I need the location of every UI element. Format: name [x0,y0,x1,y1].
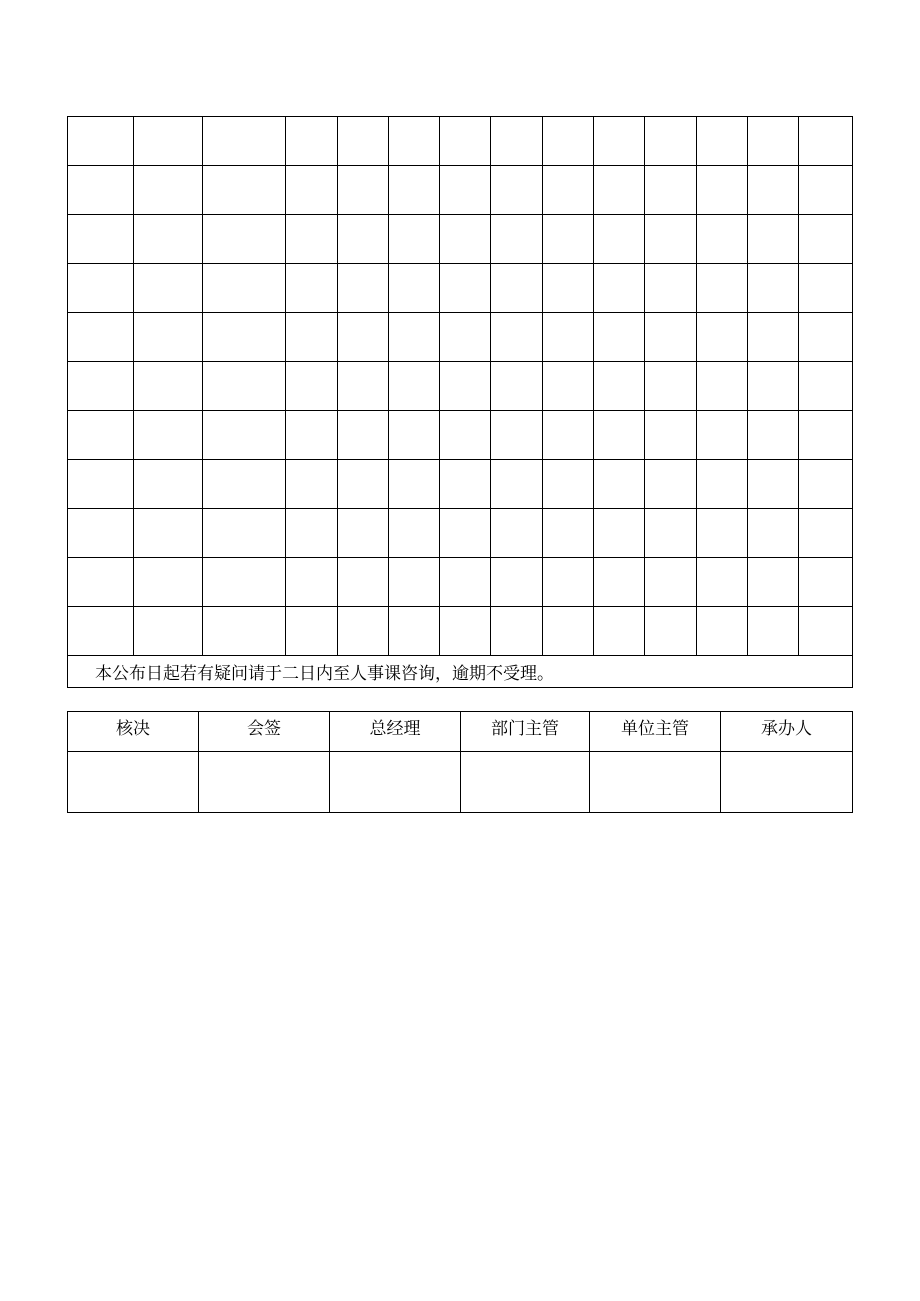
table-cell[interactable] [203,460,286,509]
table-row [68,509,853,558]
signature-cell-handler[interactable] [721,752,853,813]
record-grid-table [67,116,853,688]
table-cell[interactable] [389,166,440,215]
table-cell[interactable] [440,166,491,215]
table-cell[interactable] [491,313,543,362]
table-cell[interactable] [491,264,543,313]
table-cell[interactable] [543,607,594,656]
table-cell[interactable] [134,166,203,215]
table-cell[interactable] [134,460,203,509]
table-cell[interactable] [491,166,543,215]
table-cell[interactable] [389,264,440,313]
table-cell[interactable] [68,313,134,362]
table-cell[interactable] [286,460,338,509]
table-cell[interactable] [594,264,645,313]
table-cell[interactable] [134,313,203,362]
table-row [68,166,853,215]
table-cell[interactable] [338,558,389,607]
table-cell[interactable] [748,166,799,215]
table-cell[interactable] [697,362,748,411]
table-cell[interactable] [543,460,594,509]
table-cell[interactable] [203,411,286,460]
table-cell[interactable] [645,117,697,166]
table-cell[interactable] [338,607,389,656]
signature-cell-countersign[interactable] [199,752,330,813]
table-cell[interactable] [203,362,286,411]
table-cell[interactable] [68,264,134,313]
table-cell[interactable] [389,558,440,607]
table-cell[interactable] [491,215,543,264]
table-cell[interactable] [286,264,338,313]
table-cell[interactable] [389,607,440,656]
table-cell[interactable] [645,558,697,607]
signoff-header-countersign: 会签 [199,712,330,752]
signoff-table [67,711,853,813]
table-cell[interactable] [338,166,389,215]
table-cell[interactable] [68,607,134,656]
table-cell[interactable] [338,117,389,166]
notice-text: 本公布日起若有疑问请于二日内至人事课咨询，逾期不受理。 [68,656,853,688]
table-cell[interactable] [286,411,338,460]
table-row [68,362,853,411]
table-cell[interactable] [286,313,338,362]
table-cell[interactable] [389,362,440,411]
table-cell[interactable] [203,166,286,215]
table-cell[interactable] [389,117,440,166]
table-cell[interactable] [543,264,594,313]
note-row [68,656,853,688]
table-row [68,558,853,607]
table-cell[interactable] [203,509,286,558]
table-cell[interactable] [203,215,286,264]
table-cell[interactable] [203,264,286,313]
table-cell[interactable] [645,264,697,313]
table-cell[interactable] [748,362,799,411]
table-cell[interactable] [594,411,645,460]
table-cell[interactable] [491,509,543,558]
table-cell[interactable] [68,166,134,215]
table-cell[interactable] [440,362,491,411]
table-cell[interactable] [645,509,697,558]
table-cell[interactable] [134,362,203,411]
table-cell[interactable] [543,509,594,558]
table-cell[interactable] [799,166,853,215]
table-cell[interactable] [543,117,594,166]
table-row [68,607,853,656]
table-cell[interactable] [697,558,748,607]
table-cell[interactable] [748,558,799,607]
table-cell[interactable] [286,215,338,264]
table-cell[interactable] [645,215,697,264]
table-cell[interactable] [799,411,853,460]
table-cell[interactable] [594,313,645,362]
table-cell[interactable] [134,215,203,264]
table-cell[interactable] [134,607,203,656]
table-cell[interactable] [799,117,853,166]
table-cell[interactable] [440,607,491,656]
table-cell[interactable] [594,362,645,411]
table-cell[interactable] [799,362,853,411]
table-cell[interactable] [748,607,799,656]
table-cell[interactable] [594,460,645,509]
table-cell[interactable] [799,509,853,558]
signoff-signature-row [68,752,853,813]
table-cell[interactable] [286,166,338,215]
table-cell[interactable] [389,460,440,509]
table-cell[interactable] [286,117,338,166]
table-row [68,460,853,509]
table-cell[interactable] [203,313,286,362]
table-cell[interactable] [594,558,645,607]
table-cell[interactable] [134,509,203,558]
table-cell[interactable] [697,313,748,362]
table-cell[interactable] [799,558,853,607]
table-cell[interactable] [68,411,134,460]
table-cell[interactable] [203,117,286,166]
table-row [68,411,853,460]
table-cell[interactable] [440,215,491,264]
table-cell[interactable] [543,215,594,264]
table-cell[interactable] [440,558,491,607]
table-cell[interactable] [799,215,853,264]
table-cell[interactable] [697,264,748,313]
table-cell[interactable] [697,117,748,166]
table-cell[interactable] [645,607,697,656]
table-cell[interactable] [338,215,389,264]
table-cell[interactable] [389,313,440,362]
signature-cell-approval[interactable] [68,752,199,813]
table-cell[interactable] [543,411,594,460]
table-cell[interactable] [68,362,134,411]
table-cell[interactable] [799,264,853,313]
table-cell[interactable] [748,215,799,264]
table-cell[interactable] [645,313,697,362]
table-row [68,313,853,362]
table-cell[interactable] [748,460,799,509]
table-cell[interactable] [491,558,543,607]
table-cell[interactable] [748,509,799,558]
table-cell[interactable] [697,509,748,558]
table-cell[interactable] [697,411,748,460]
signature-cell-unit-head[interactable] [590,752,721,813]
record-grid-body [68,117,853,656]
table-cell[interactable] [543,558,594,607]
table-cell[interactable] [491,411,543,460]
table-cell[interactable] [286,362,338,411]
table-cell[interactable] [697,166,748,215]
table-cell[interactable] [799,313,853,362]
table-cell[interactable] [134,558,203,607]
table-cell[interactable] [68,117,134,166]
table-cell[interactable] [389,215,440,264]
table-cell[interactable] [134,117,203,166]
table-cell[interactable] [543,166,594,215]
table-cell[interactable] [440,264,491,313]
table-cell[interactable] [68,558,134,607]
table-cell[interactable] [440,460,491,509]
table-cell[interactable] [748,117,799,166]
table-cell[interactable] [697,460,748,509]
table-cell[interactable] [697,607,748,656]
table-cell[interactable] [799,460,853,509]
table-cell[interactable] [491,362,543,411]
table-cell[interactable] [389,411,440,460]
table-cell[interactable] [645,460,697,509]
table-cell[interactable] [697,215,748,264]
table-cell[interactable] [338,264,389,313]
table-cell[interactable] [491,117,543,166]
table-cell[interactable] [748,264,799,313]
table-cell[interactable] [594,215,645,264]
table-cell[interactable] [594,509,645,558]
table-cell[interactable] [440,117,491,166]
table-cell[interactable] [440,411,491,460]
table-cell[interactable] [134,264,203,313]
table-cell[interactable] [389,509,440,558]
table-cell[interactable] [594,166,645,215]
table-cell[interactable] [543,362,594,411]
signature-cell-department-head[interactable] [461,752,590,813]
table-cell[interactable] [203,558,286,607]
table-cell[interactable] [338,411,389,460]
signoff-header-handler: 承办人 [721,712,853,752]
table-cell[interactable] [68,509,134,558]
table-cell[interactable] [203,607,286,656]
table-cell[interactable] [440,509,491,558]
signature-cell-general-manager[interactable] [330,752,461,813]
table-cell[interactable] [338,460,389,509]
table-cell[interactable] [645,166,697,215]
table-cell[interactable] [543,313,594,362]
signoff-header-department-head: 部门主管 [461,712,590,752]
table-cell[interactable] [594,117,645,166]
table-cell[interactable] [338,362,389,411]
table-cell[interactable] [645,411,697,460]
table-cell[interactable] [286,558,338,607]
table-cell[interactable] [286,607,338,656]
table-cell[interactable] [799,607,853,656]
signoff-header-approval: 核决 [68,712,199,752]
table-cell[interactable] [440,313,491,362]
table-cell[interactable] [748,411,799,460]
table-cell[interactable] [748,313,799,362]
table-cell[interactable] [286,509,338,558]
table-row [68,117,853,166]
table-row [68,215,853,264]
table-cell[interactable] [68,460,134,509]
signoff-header-general-manager: 总经理 [330,712,461,752]
table-cell[interactable] [491,460,543,509]
table-cell[interactable] [338,313,389,362]
table-cell[interactable] [338,509,389,558]
signoff-header-unit-head: 单位主管 [590,712,721,752]
table-cell[interactable] [134,411,203,460]
table-cell[interactable] [491,607,543,656]
table-row [68,264,853,313]
table-cell[interactable] [68,215,134,264]
table-cell[interactable] [594,607,645,656]
signoff-header-row [68,712,853,752]
table-cell[interactable] [645,362,697,411]
